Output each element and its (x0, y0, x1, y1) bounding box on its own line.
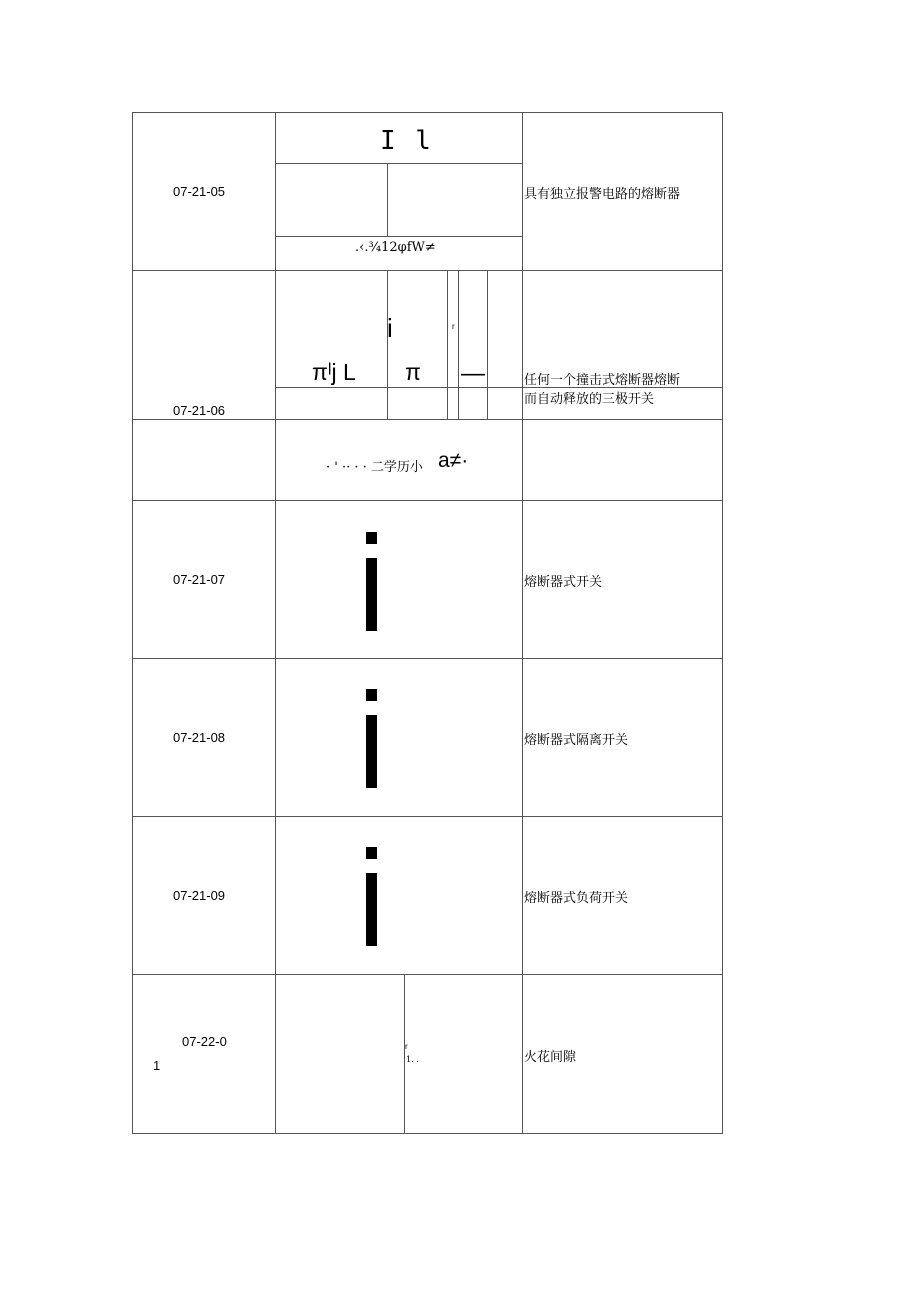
rule-col2 (522, 112, 523, 1134)
row2-code: 07-21-06 (173, 403, 226, 418)
rule-r2-v4 (487, 270, 488, 419)
row2-symbol-pi: π (405, 359, 421, 385)
rule-r1-inner-v (387, 163, 388, 236)
row6-symbol-dot (366, 847, 377, 859)
row2-description-line2: 而自动释放的三极开关 (524, 392, 655, 407)
row4-symbol-stem (366, 558, 377, 631)
rule-r7-inner-v (404, 974, 405, 1133)
row2-symbol-i: i (387, 313, 393, 343)
row1-symbol-bottom: .‹.¾12φfW≠ (355, 240, 436, 255)
row6-description: 熔断器式负荷开关 (524, 891, 629, 906)
row1-description: 具有独立报警电路的熔断器 (524, 187, 681, 202)
row4-code: 07-21-07 (173, 572, 226, 587)
row4-description: 熔断器式开关 (524, 575, 603, 590)
row7-code-line2: 1 (153, 1058, 161, 1073)
rule-left (132, 112, 133, 1134)
row2-symbol-dash: — (461, 360, 485, 387)
row7-description: 火花间隙 (524, 1050, 577, 1065)
rule-col1 (275, 112, 276, 1134)
row1-code: 07-21-05 (173, 184, 226, 199)
rule-r2-v2 (447, 270, 448, 419)
row1-symbol-top: I l (380, 126, 433, 156)
row6-symbol-stem (366, 873, 377, 946)
rule-row5 (132, 816, 723, 817)
row7-code-line1: 07-22-0 (182, 1034, 227, 1049)
rule-row1 (132, 270, 723, 271)
row2-symbol-r: r (452, 322, 455, 331)
rule-row2 (132, 419, 723, 420)
row2-description-line1: 任何一个撞击式熔断器熔断 (524, 373, 681, 388)
row5-description: 熔断器式隔离开关 (524, 733, 629, 748)
rule-row4 (132, 658, 723, 659)
row2-symbol-main: πˡj L (312, 359, 356, 385)
row5-symbol-stem (366, 715, 377, 788)
row3-symbol-text: · ' ·· · · 二学历小 (326, 460, 423, 475)
row7-symbol-r: r (405, 1042, 408, 1051)
rule-r1-inner-a (275, 163, 522, 164)
rule-row6 (132, 974, 723, 975)
row4-symbol-dot (366, 532, 377, 544)
row5-symbol-dot (366, 689, 377, 701)
rule-top (132, 112, 723, 113)
row7-symbol-dots: 1. . (406, 1055, 419, 1064)
rule-r2-v1 (387, 270, 388, 419)
row3-symbol-tail: a≠· (438, 449, 469, 472)
row5-code: 07-21-08 (173, 730, 226, 745)
rule-right (722, 112, 723, 1134)
rule-r2-v3 (458, 270, 459, 419)
rule-row3 (132, 500, 723, 501)
row6-code: 07-21-09 (173, 888, 226, 903)
rule-r1-inner-b (275, 236, 522, 237)
rule-bottom (132, 1133, 723, 1134)
